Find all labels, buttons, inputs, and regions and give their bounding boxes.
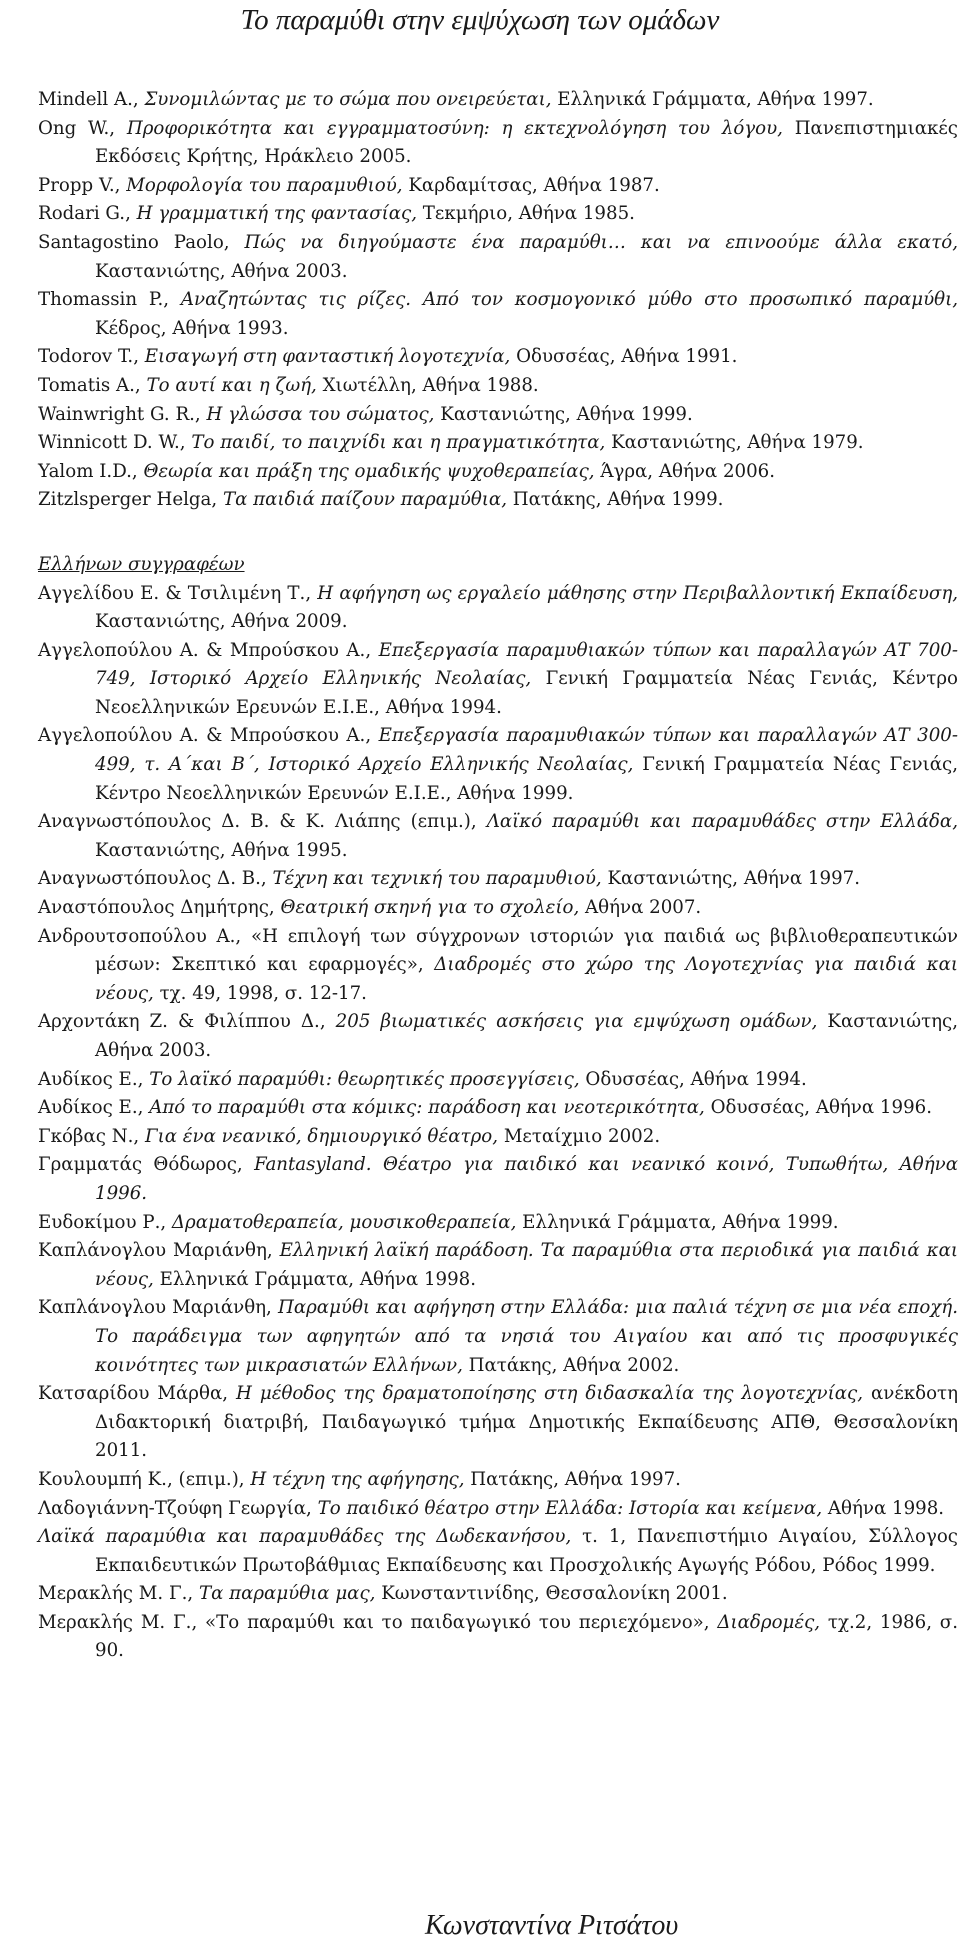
reference-text: Καστανιώτης, Αθήνα 2003. [95, 1011, 958, 1061]
reference-title: 205 βιωματικές ασκήσεις για εμψύχωση ομάδων, [335, 1011, 818, 1033]
reference-text: Αθήνα 1998. [822, 1497, 945, 1519]
reference-text: Αγγελοπούλου Α. & Μπρούσκου Α., [38, 639, 379, 661]
reference-entry [38, 1123, 958, 1152]
reference-title: Προφορικότητα και εγγραμματοσύνη: η εκτεχνολόγηση του λόγου, [126, 117, 783, 139]
reference-text: Αναγνωστόπουλος Δ. Β. & Κ. Λιάπης (επιμ.), [38, 811, 487, 833]
reference-text: Ong W., [38, 117, 127, 139]
reference-title: Τα παιδιά παίζουν παραμύθια, [222, 489, 507, 511]
reference-text: τ. 1, Πανεπιστήμιο Αιγαίου, Σύλλογος Εκπαιδευτικών Πρωτοβάθμιας Εκπαίδευσης και Προσχολικής Αγωγής Ρόδου, Ρόδος 1999. [95, 1526, 958, 1576]
reference-title: Δραματοθεραπεία, μουσικοθεραπεία, [171, 1211, 517, 1233]
reference-text: Λαδογιάννη-Τζούφη Γεωργία, [38, 1497, 318, 1519]
reference-title: Το λαϊκό παραμύθι: θεωρητικές προσεγγίσεις, [149, 1068, 580, 1090]
section-heading-greek-authors: Ελλήνων συγγραφέων [38, 553, 245, 575]
bibliography [38, 86, 958, 1666]
reference-text: Καστανιώτης, Αθήνα 1997. [601, 868, 860, 890]
reference-title: Το παιδικό θέατρο στην Ελλάδα: Ιστορία και κείμενα, [317, 1497, 823, 1519]
reference-title: Θεατρική σκηνή για το σχολείο, [280, 897, 580, 919]
reference-entry [38, 923, 958, 1009]
reference-text: Zitzlsperger Helga, [38, 489, 223, 511]
reference-entry [38, 1008, 958, 1065]
reference-title: Παραμύθι και αφήγηση στην Ελλάδα: μια παλιά τέχνη σε μια νέα εποχή. Το παράδειγμα των αφηγητών από τα νησιά του Αιγαίου και από τις προσφυγικές κοινότητες των μικρασιατών Ελλήνων, [95, 1297, 958, 1376]
author-footer: Κωνσταντίνα Ριτσάτου [425, 1910, 679, 1941]
reference-text: Αυδίκος Ε., [38, 1097, 150, 1119]
reference-text: Γκόβας Ν., [38, 1125, 145, 1147]
reference-entry [38, 1094, 958, 1123]
reference-title: Η μέθοδος της δραματοποίησης στη διδασκαλία της λογοτεχνίας, [236, 1383, 863, 1405]
reference-title: Αναζητώντας τις ρίζες. Από τον κοσμογονικό μύθο στο προσωπικό παραμύθι, [180, 289, 958, 311]
reference-text: Winnicott D. W., [38, 432, 192, 454]
reference-entry [38, 401, 958, 430]
reference-text: Κατσαρίδου Μάρθα, [38, 1383, 237, 1405]
reference-entry [38, 808, 958, 865]
reference-entry [38, 343, 958, 372]
reference-entry [38, 722, 958, 808]
reference-title: Η αφήγηση ως εργαλείο μάθησης στην Περιβαλλοντική Εκπαίδευση, [317, 582, 958, 604]
reference-title: Το αυτί και η ζωή, [146, 374, 317, 396]
reference-text: Mindell A., [38, 89, 145, 110]
reference-text: Πατάκης, Αθήνα 1997. [464, 1468, 681, 1490]
reference-text: Thomassin P., [38, 289, 181, 311]
reference-entry [38, 1495, 958, 1524]
reference-entry [38, 372, 958, 401]
reference-text: Οδυσσέας, Αθήνα 1996. [704, 1097, 932, 1119]
reference-text: Καστανιώτης, Αθήνα 2003. [95, 260, 348, 282]
reference-title: Για ένα νεανικό, δημιουργικό θέατρο, [144, 1125, 499, 1147]
reference-text: Αναστόπουλος Δημήτρης, [38, 897, 281, 919]
reference-entry [38, 115, 958, 172]
reference-title: Fantasyland. Θέατρο για παιδικό και νεανικό κοινό, Τυπωθήτω, Αθήνα 1996. [95, 1154, 958, 1204]
reference-text: Yalom I.D., [38, 460, 144, 482]
reference-text: Αναγνωστόπουλος Δ. Β., [38, 868, 273, 890]
reference-title: Η γλώσσα του σώματος, [206, 403, 435, 425]
reference-title: Μορφολογία του παραμυθιού, [126, 174, 403, 196]
reference-text: Χιωτέλλη, Αθήνα 1988. [316, 374, 539, 396]
reference-entry [38, 637, 958, 723]
reference-text: Καπλάνογλου Μαριάνθη, [38, 1240, 280, 1262]
reference-text: Todorov T., [38, 346, 145, 368]
greek-references-list [38, 580, 958, 1667]
reference-entry [38, 229, 958, 286]
reference-entry [38, 1209, 958, 1238]
reference-text: Αγγελίδου Ε. & Τσιλιμένη Τ., [38, 582, 318, 604]
reference-text: Μερακλής Μ. Γ., «Το παραμύθι και το παιδαγωγικό του περιεχόμενο», [38, 1611, 718, 1633]
reference-text: Τεκμήριο, Αθήνα 1985. [417, 203, 635, 225]
reference-text: Οδυσσέας, Αθήνα 1991. [510, 346, 738, 368]
reference-text: Οδυσσέας, Αθήνα 1994. [579, 1068, 807, 1090]
reference-text: Ελληνικά Γράμματα, Αθήνα 1998. [153, 1268, 477, 1290]
reference-text: Αρχοντάκη Ζ. & Φιλίππου Δ., [38, 1011, 336, 1033]
reference-text: Γενική Γραμματεία Νέας Γενιάς, Κέντρο Νεοελληνικών Ερευνών Ε.Ι.Ε., Αθήνα 1994. [95, 668, 958, 718]
reference-text: Ελληνικά Γράμματα, Αθήνα 1999. [516, 1211, 839, 1233]
reference-text: Γενική Γραμματεία Νέας Γενιάς, Κέντρο Νεοελληνικών Ερευνών Ε.Ι.Ε., Αθήνα 1999. [95, 754, 958, 804]
reference-text: Καστανιώτης, Αθήνα 1999. [434, 403, 693, 425]
reference-title: Η γραμματική της φαντασίας, [136, 203, 417, 225]
foreign-references-list [38, 86, 958, 515]
reference-entry [38, 1380, 958, 1466]
reference-entry [38, 1066, 958, 1095]
reference-text: Γραμματάς Θόδωρος, [38, 1154, 255, 1176]
reference-text: Tomatis A., [38, 374, 147, 396]
reference-text: Καστανιώτης, Αθήνα 1995. [95, 839, 348, 861]
reference-title: Επεξεργασία παραμυθιακών τύπων και παραλλαγών ΑΤ 300-499, τ. Α΄και Β΄, Ιστορικό Αρχείο Ελληνικής Νεολαίας, [95, 725, 958, 776]
reference-title: Λαϊκά παραμύθια και παραμυθάδες της Δωδεκανήσου, [38, 1526, 572, 1548]
reference-text: τχ.2, 1986, σ. 90. [95, 1611, 958, 1662]
reference-text: Πανεπιστημιακές Εκδόσεις Κρήτης, Ηράκλειο 2005. [95, 117, 958, 168]
reference-entry [38, 1609, 958, 1666]
reference-text: Santagostino Paolo, [38, 231, 245, 253]
running-header: Το παραμύθι στην εμψύχωση των ομάδων [240, 4, 720, 36]
reference-title: Διαδρομές στο χώρο της Λογοτεχνίας για παιδιά και νέους, [95, 954, 958, 1004]
reference-entry [38, 894, 958, 923]
reference-title: Εισαγωγή στη φανταστική λογοτεχνία, [144, 346, 511, 368]
reference-text: Ανδρουτσοπούλου Α., «Η επιλογή των σύγχρονων ιστοριών για παιδιά ως βιβλιοθεραπευτικών μέσων: Σκεπτικό και εφαρμογές», [38, 925, 958, 976]
reference-text: Μεταίχμιο 2002. [498, 1125, 661, 1147]
reference-text: Αθήνα 2007. [579, 897, 702, 919]
reference-text: τχ. 49, 1998, σ. 12-17. [153, 982, 367, 1004]
reference-entry [38, 580, 958, 637]
reference-text: Κουλουμπή Κ., (επιμ.), [38, 1468, 251, 1490]
reference-text: Καρδαμίτσας, Αθήνα 1987. [402, 174, 660, 196]
reference-text: Αγγελοπούλου Α. & Μπρούσκου Α., [38, 725, 379, 747]
reference-title: Από το παραμύθι στα κόμικς: παράδοση και νεοτερικότητα, [149, 1097, 705, 1119]
reference-text: Πατάκης, Αθήνα 1999. [506, 489, 724, 511]
reference-text: Wainwright G. R., [38, 403, 207, 425]
reference-title: Διαδρομές, [717, 1611, 821, 1633]
reference-entry [38, 86, 958, 115]
reference-text: Propp V., [38, 174, 127, 196]
reference-text: Πατάκης, Αθήνα 2002. [462, 1354, 680, 1376]
reference-text: Κέδρος, Αθήνα 1993. [95, 317, 289, 339]
reference-text: Μερακλής Μ. Γ., [38, 1583, 199, 1605]
reference-entry [38, 458, 958, 487]
reference-entry [38, 286, 958, 343]
reference-title: Η τέχνη της αφήγησης, [250, 1468, 465, 1490]
reference-entry [38, 1294, 958, 1380]
reference-text: Καστανιώτης, Αθήνα 2009. [95, 611, 348, 633]
reference-title: Επεξεργασία παραμυθιακών τύπων και παραλλαγών ΑΤ 700-749, Ιστορικό Αρχείο Ελληνικής Νεολαίας, [95, 639, 958, 690]
reference-text: ανέκδοτη Διδακτορική διατριβή, Παιδαγωγικό τμήμα Δημοτικής Εκπαίδευσης ΑΠΘ, Θεσσαλονίκη 2011. [95, 1383, 958, 1462]
reference-title: Το παιδί, το παιχνίδι και η πραγματικότητα, [191, 432, 606, 454]
reference-title: Ελληνική λαϊκή παράδοση. Τα παραμύθια στα περιοδικά για παιδιά και νέους, [95, 1240, 958, 1290]
reference-title: Τα παραμύθια μας, [198, 1583, 376, 1605]
reference-entry [38, 200, 958, 229]
reference-text: Ελληνικά Γράμματα, Αθήνα 1997. [551, 89, 874, 110]
reference-text: Κωνσταντινίδης, Θεσσαλονίκη 2001. [375, 1583, 728, 1605]
reference-entry [38, 1466, 958, 1495]
reference-entry [38, 1580, 958, 1609]
reference-entry [38, 865, 958, 894]
reference-entry [38, 1151, 958, 1208]
reference-entry [38, 486, 958, 515]
reference-text: Rodari G., [38, 203, 137, 225]
reference-title: Πώς να διηγούμαστε ένα παραμύθι… και να επινοούμε άλλα εκατό, [244, 231, 958, 253]
reference-title: Συνομιλώντας με το σώμα που ονειρεύεται, [144, 89, 552, 110]
reference-entry [38, 1237, 958, 1294]
reference-entry [38, 429, 958, 458]
reference-text: Άγρα, Αθήνα 2006. [594, 460, 776, 482]
reference-text: Καπλάνογλου Μαριάνθη, [38, 1297, 278, 1319]
reference-title: Θεωρία και πράξη της ομαδικής ψυχοθεραπείας, [143, 460, 595, 482]
reference-title: Τέχνη και τεχνική του παραμυθιού, [272, 868, 602, 890]
reference-text: Καστανιώτης, Αθήνα 1979. [605, 432, 864, 454]
reference-entry [38, 172, 958, 201]
reference-text: Ευδοκίμου Ρ., [38, 1211, 172, 1233]
reference-entry [38, 1523, 958, 1580]
reference-text: Αυδίκος Ε., [38, 1068, 150, 1090]
reference-title: Λαϊκό παραμύθι και παραμυθάδες στην Ελλάδα, [486, 811, 958, 833]
